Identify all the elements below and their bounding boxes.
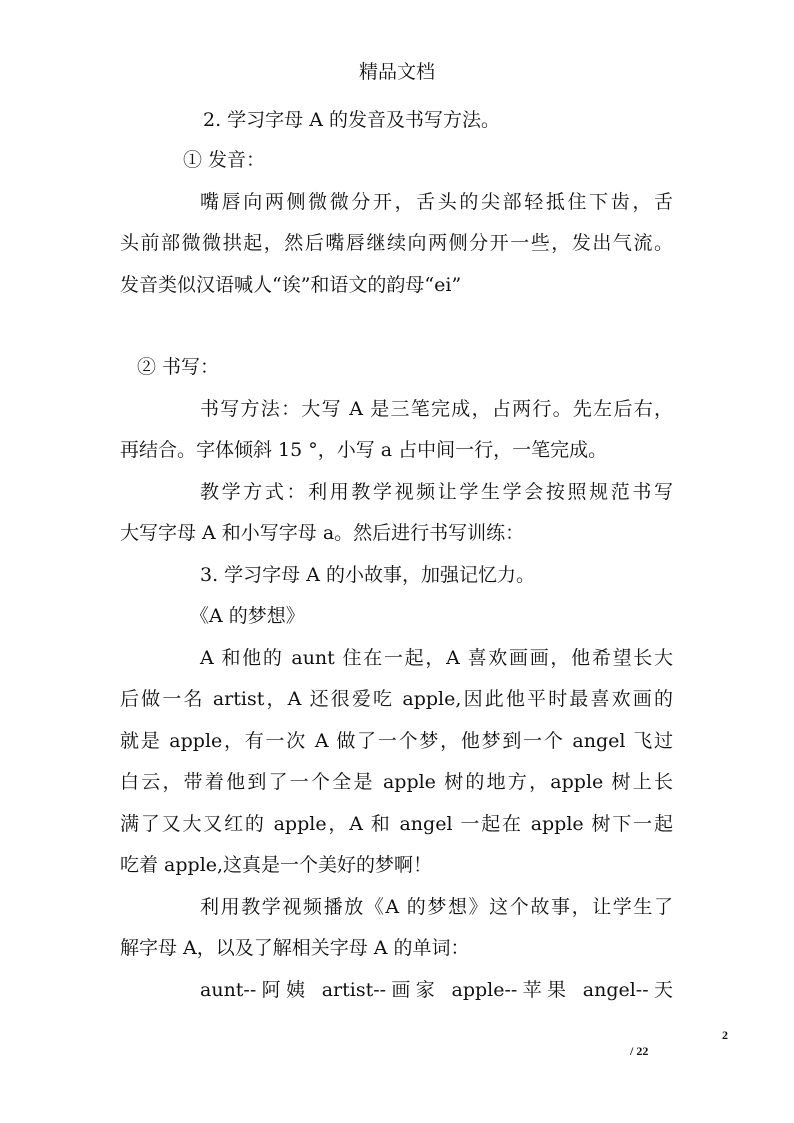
paragraph-line: 大写字母 A 和小写字母 a。然后进行书写训练： (120, 522, 525, 544)
section-title-3: 3. 学习字母 A 的小故事，加强记忆力。 (200, 564, 535, 586)
story-line: 白云，带着他到了一个全是 apple 树的地方，apple 树上长 (120, 771, 673, 793)
paragraph-line: 利用教学视频播放《A 的梦想》这个故事，让学生了 (200, 896, 673, 918)
paragraph-line: 教学方式：利用教学视频让学生学会按照规范书写 (200, 481, 673, 503)
document-header: 精品文档 (358, 61, 435, 83)
paragraph-line: 再结合。字体倾斜 15 °，小写 a 占中间一行，一笔完成。 (120, 439, 608, 461)
story-line: 就是 apple，有一次 A 做了一个梦，他梦到一个 angel 飞过 (120, 730, 673, 752)
story-line: 满了又大又红的 apple，A 和 angel 一起在 apple 树下一起 (120, 813, 673, 835)
subheading-writing: ② 书写： (137, 356, 220, 378)
page-total: / 22 (630, 1044, 649, 1058)
story-line: A 和他的 aunt 住在一起，A 喜欢画画，他希望长大 (200, 647, 673, 669)
paragraph-line: 头前部微微拱起，然后嘴唇继续向两侧分开一些，发出气流。 (120, 232, 673, 254)
story-line: 吃着 apple,这真是一个美好的梦啊！ (120, 854, 433, 876)
paragraph-line: 发音类似汉语喊人“诶”和语文的韵母“ei” (120, 274, 462, 296)
story-line: 后做一名 artist，A 还很爱吃 apple,因此他平时最喜欢画的 (120, 688, 673, 710)
paragraph-line: 书写方法：大写 A 是三笔完成，占两行。先左后右， (200, 398, 673, 420)
page-number: 2 (722, 1028, 728, 1042)
subheading-pronunciation: ① 发音： (183, 149, 266, 171)
story-title: 《A 的梦想》 (190, 605, 305, 627)
vocabulary-line: aunt--阿姨 artist--画家 apple--苹果 angel--天 (200, 979, 673, 1001)
paragraph-line: 解字母 A，以及了解相关字母 A 的单词： (120, 937, 470, 959)
paragraph-line: 嘴唇向两侧微微分开，舌头的尖部轻抵住下齿，舌 (200, 191, 673, 213)
section-title-2: 2. 学习字母 A 的发音及书写方法。 (203, 109, 500, 131)
